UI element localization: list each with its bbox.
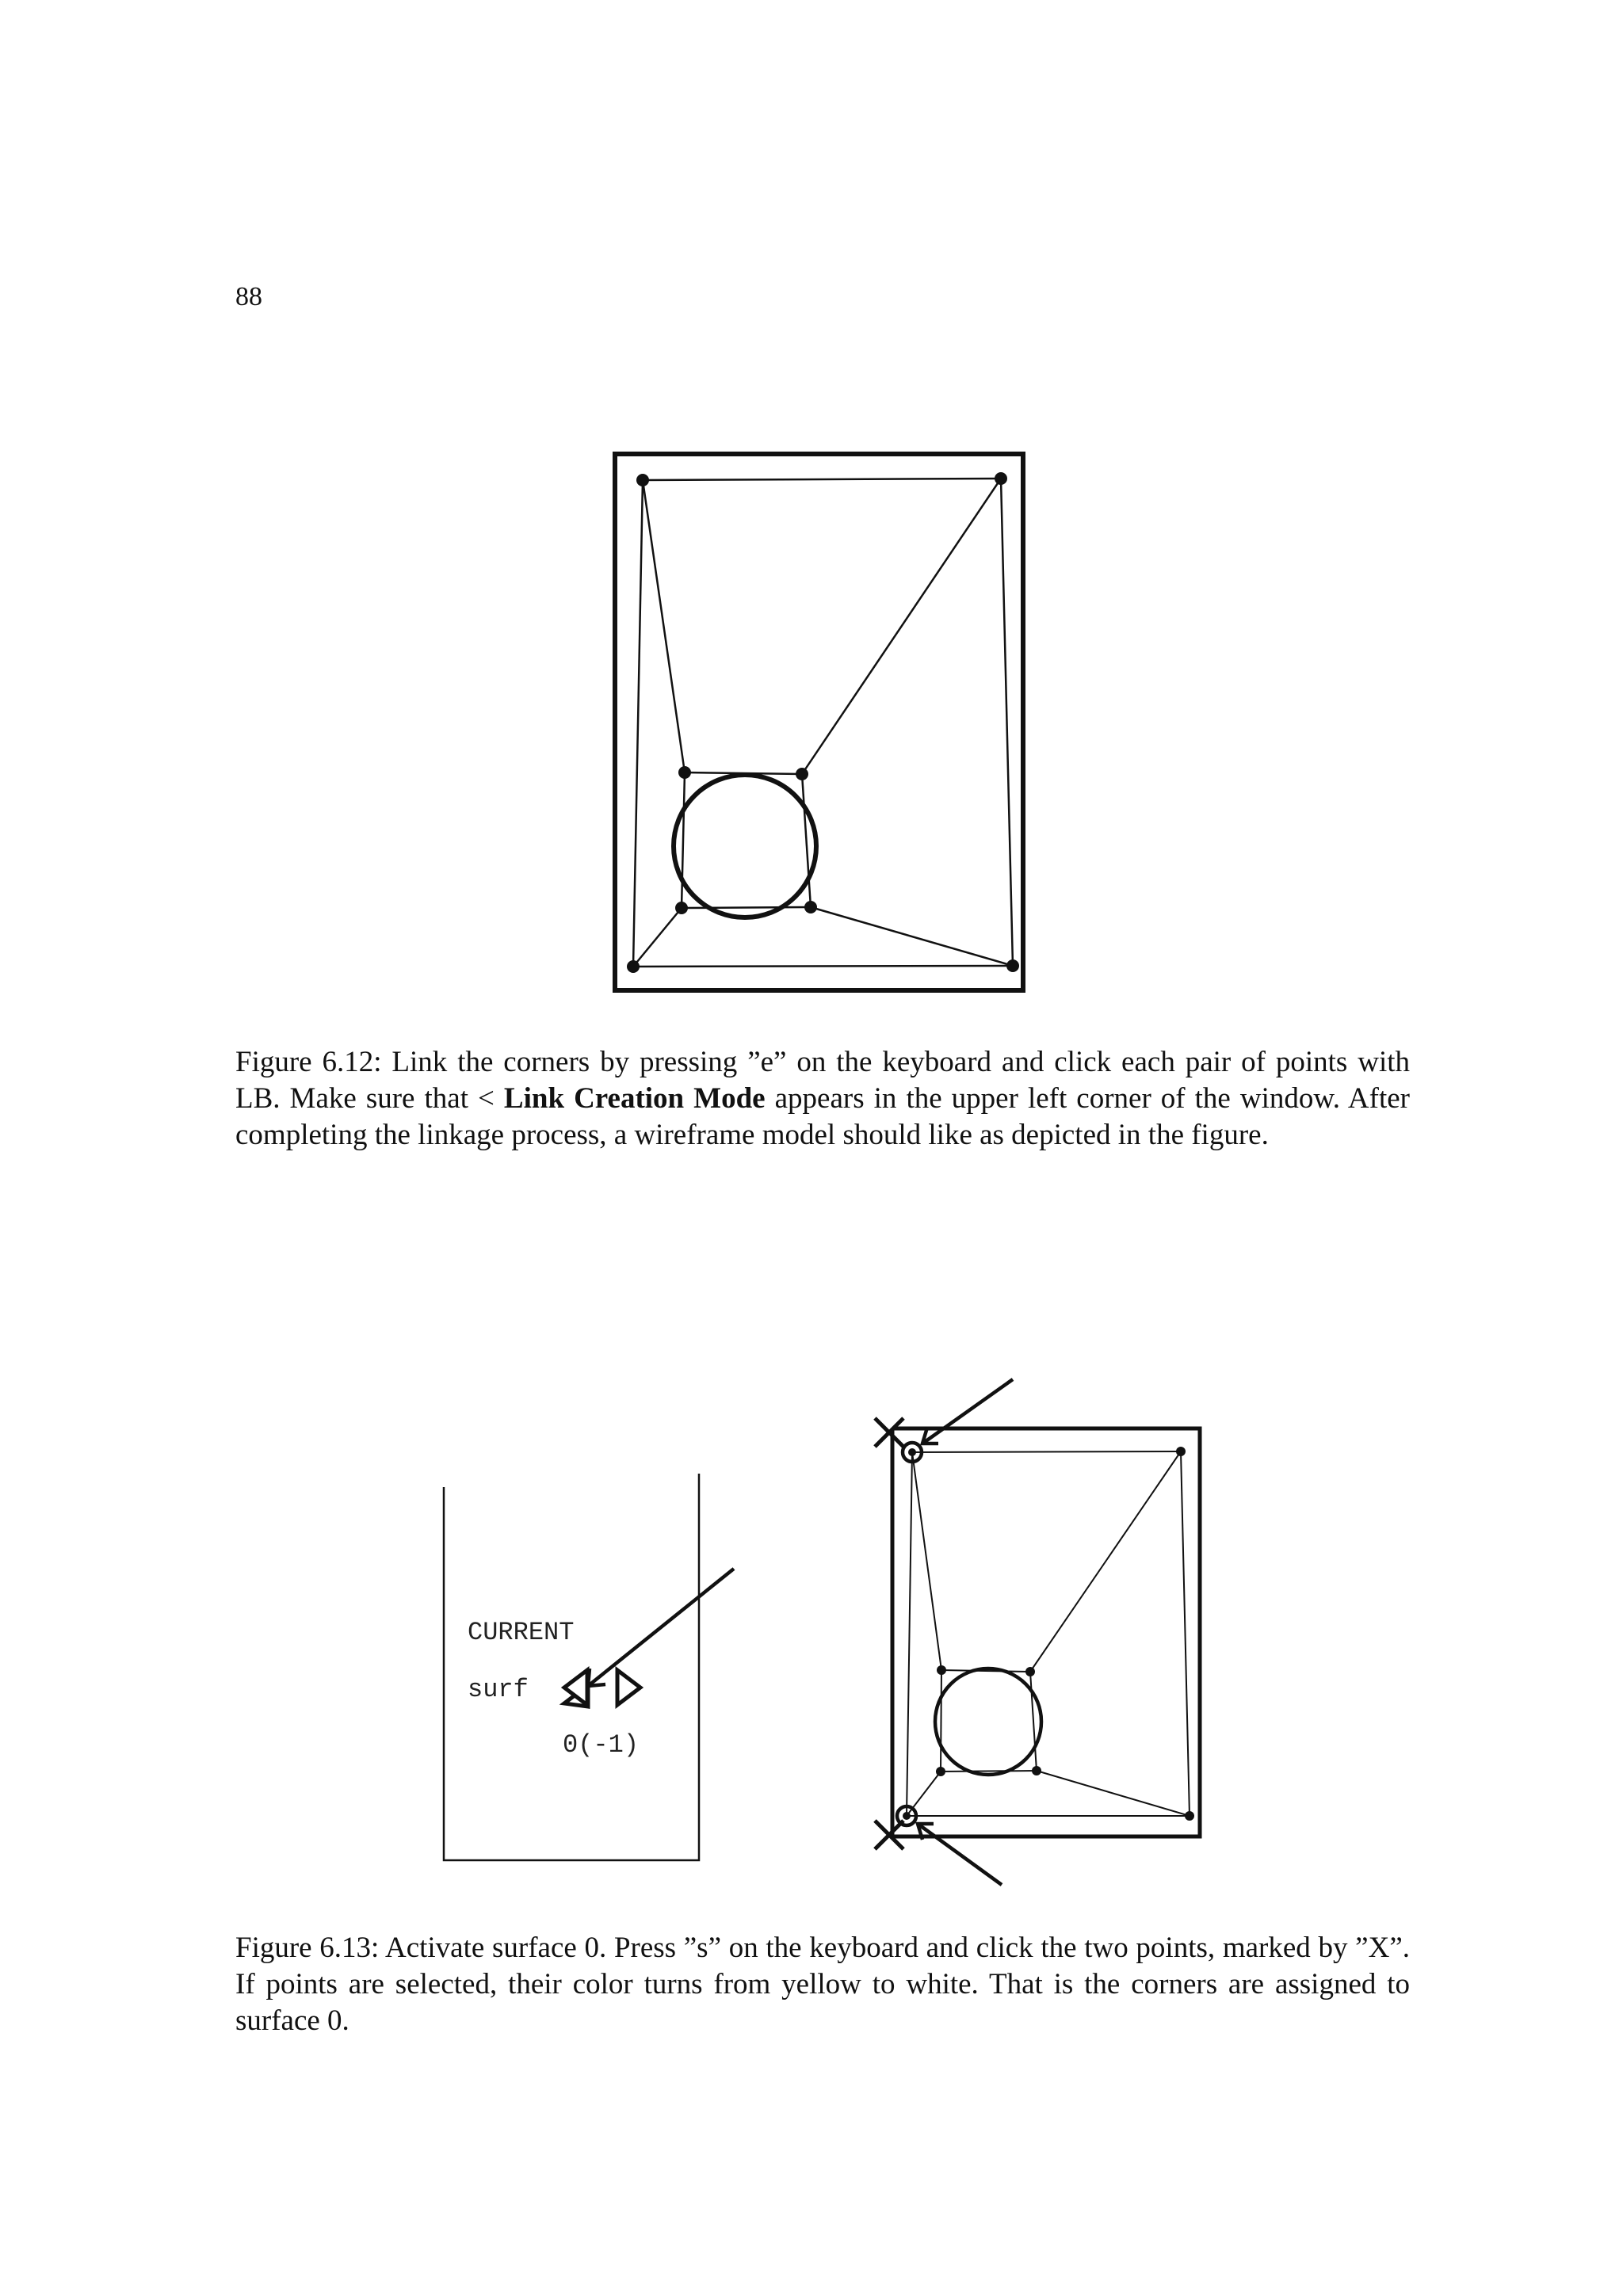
surf-label: surf: [468, 1675, 529, 1704]
vertex-point: [1025, 1667, 1035, 1676]
vertex-point: [936, 1767, 945, 1776]
caption-text-start: Figure 6.12: Link the corners by pressing ”e” on the keyboard and click each pair of points with LB. Make sure that <: [235, 1046, 1410, 1115]
caption-text-end: appears in the upper left corner of the window. After completing the linkage process, a wireframe model should like as depicted in the figure.: [235, 1082, 1410, 1151]
figure-6-13-caption: Figure 6.13: Activate surface 0. Press ”s” on the keyboard and click the two points, marked by ”X”. If points are selected, their color turns from yellow to white. That is the corners are assigned to surface 0.: [235, 1932, 1410, 2037]
vertex-point: [1185, 1811, 1194, 1821]
pointer-arrow-icon: [918, 1824, 1002, 1885]
surface-panel: [444, 1474, 734, 1860]
vertex-point: [903, 1812, 911, 1820]
mode-name: Link Creation Mode: [503, 1082, 766, 1115]
vertex-point: [1176, 1447, 1186, 1456]
surface-next-arrow-icon[interactable]: [617, 1670, 640, 1705]
pointer-arrow-icon: [922, 1379, 1013, 1444]
small-hole-circle: [935, 1669, 1041, 1775]
vertex-point: [908, 1448, 916, 1456]
x-mark-icon: [875, 1418, 903, 1447]
current-label: CURRENT: [468, 1618, 575, 1647]
vertex-point: [937, 1665, 946, 1675]
page-number: 88: [235, 282, 262, 311]
vertex-point: [1032, 1766, 1041, 1775]
surf-value: 0(-1): [563, 1730, 640, 1760]
pointer-arrow-icon: [588, 1569, 734, 1686]
small-wireframe: [875, 1379, 1200, 1885]
